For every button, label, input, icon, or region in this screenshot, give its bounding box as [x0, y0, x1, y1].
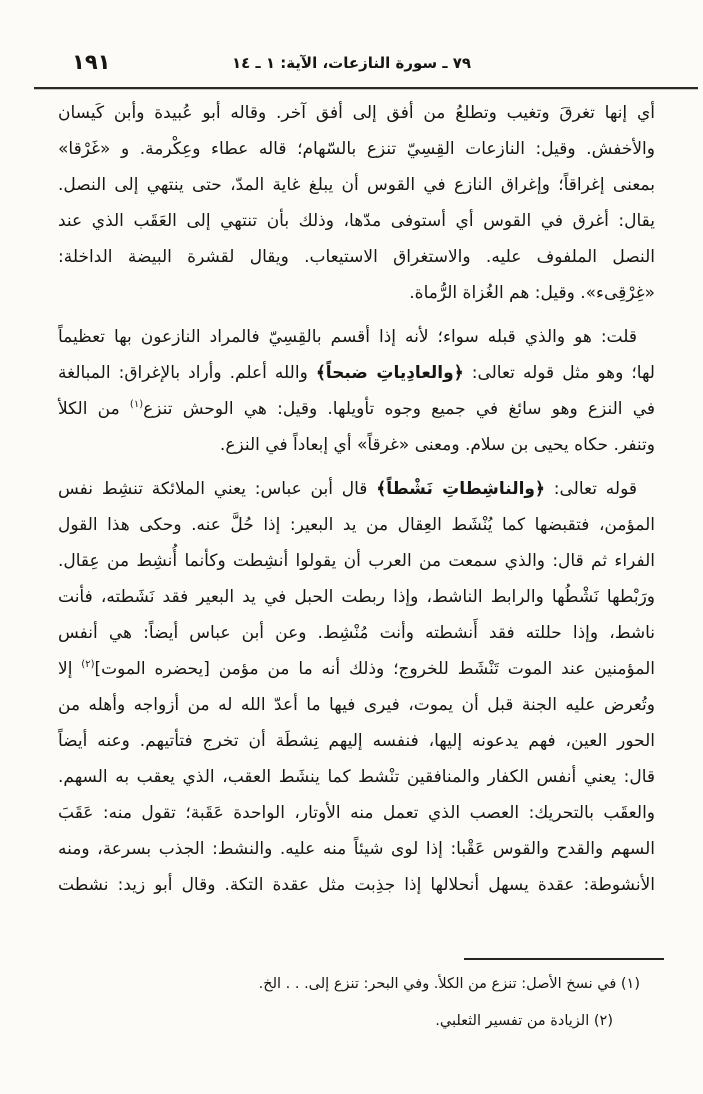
- header-title: ٧٩ ـ سورة النازعات، الآية: ١ ـ ١٤: [231, 54, 472, 72]
- text-segment: قوله تعالى:: [544, 479, 637, 499]
- text-line: [58, 831, 655, 867]
- text-segment: النصل الملفوف عليه. والاستغراق الاستيعاب. ويقال لقشرة البيضة الداخلة:: [58, 247, 655, 267]
- text-line: [58, 355, 655, 391]
- text-line: [58, 203, 655, 239]
- text-segment: السهم والقدح والقوس عَقْبا: إذا لوى شيئاً منه عليه. والنشط: الجذب بسرعة، ومنه: [58, 839, 655, 859]
- footnote: (١) في نسخ الأصل: تنزع من الكلأ. وفي البحر: تنزع إلى. . . الخ.: [258, 976, 640, 992]
- text-segment: قال: يعني أنفس الكفار والمنافقين تنْشط كما ينشَط العقب، الذي يعقب به السهم.: [58, 767, 655, 787]
- text-line: [58, 615, 655, 651]
- footnote: (٢) الزيادة من تفسير الثعلبي.: [435, 1013, 613, 1029]
- text-line: [58, 319, 655, 355]
- text-line: [58, 651, 655, 687]
- text-segment: المؤمن، فتقبضها كما يُنْشَط العِقال من يد البعير: إذا حُلَّ عنه. وحكى هذا القول: [58, 515, 655, 535]
- text-segment: الأنشوطة: عقدة يسهل أنحلالها إذا جذِبت مثل عقدة التكة. وقال أبو زيد: نشطت: [58, 875, 655, 895]
- quran-quote: ﴿والعادِياتِ ضبحاً﴾: [315, 363, 464, 383]
- page-number: ١٩١: [72, 50, 111, 74]
- text-line: [58, 543, 655, 579]
- text-line: [58, 795, 655, 831]
- text-segment: ورَبْطها نَشْطُها والرابط الناشط، وإذا ربطت الحبل في يد البعير فقد نَشَطته، فأنت: [58, 587, 655, 607]
- text-segment: والله أعلم. وأراد بالإغراق: المبالغة: [58, 363, 316, 383]
- page-header: [0, 48, 703, 84]
- text-line: [58, 507, 655, 543]
- text-line: [58, 131, 655, 167]
- quran-quote: ﴿والناشِطاتِ نَشْطاً﴾: [376, 479, 545, 499]
- text-line: [58, 687, 655, 723]
- text-segment: قال أبن عباس: يعني الملائكة تنشِط نفس: [58, 479, 377, 499]
- text-line: [58, 867, 655, 903]
- text-segment: ناشط، وإذا حللته فقد أَنشطته وأنت مُنْشِط. وعن أبن عباس أيضاً: هي أنفس: [58, 623, 655, 643]
- footnote-separator-rule: [464, 958, 664, 960]
- text-segment: والأخفش. وقيل: النازعات القِسِيّ تنزع بالسّهام؛ قاله عطاء وعِكْرمة. و «غَرْقا»: [58, 139, 655, 159]
- text-line: [58, 427, 655, 463]
- text-segment: قلت: هو والذي قبله سواء؛ لأنه إذا أقسم بالقِسِيّ فالمراد النازعون بها تعظيماً: [58, 327, 637, 347]
- text-segment: وتنفر. حكاه يحيى بن سلام. ومعنى «غرقاً» أي إبعاداً في النزع.: [219, 435, 655, 455]
- text-line: [58, 275, 655, 311]
- paragraph: [58, 95, 655, 311]
- text-segment: أي إنها تغرقَ وتغيب وتطلعُ من أفق إلى أفق آخر. وقاله أبو عُبيدة وأبن كَيسان: [58, 103, 655, 123]
- text-line: [58, 167, 655, 203]
- text-segment: يقال: أغرق في القوس أي أستوفى مدّها، وذلك بأن تنتهي إلى العَقَب الذي عند: [58, 211, 655, 231]
- body-text: [58, 95, 655, 903]
- text-segment: لها؛ وهو مثل قوله تعالى:: [463, 363, 655, 383]
- text-line: [58, 471, 655, 507]
- text-segment: والعقَب بالتحريك: العصب الذي تعمل منه الأوتار، الواحدة عَقَبة؛ تقول منه: عَقَبَ: [58, 803, 655, 823]
- footnotes: [60, 966, 655, 1040]
- paragraph: [58, 319, 655, 463]
- header-rule: [34, 87, 698, 89]
- text-line: [58, 391, 655, 427]
- text-segment: الحور العين، فهم يدعونه إليها، فنفسه إليهم نِشطَة أن تخرج فتأتيهم. وعنه أيضاً: [58, 731, 655, 751]
- footnote-marker: (١): [129, 399, 144, 410]
- text-line: [58, 579, 655, 615]
- text-segment: إلا: [58, 659, 82, 679]
- paragraph: [58, 471, 655, 903]
- text-segment: من الكلأ: [58, 399, 130, 419]
- text-line: [58, 723, 655, 759]
- text-segment: الفراء ثم قال: والذي سمعت من العرب أن يقولوا أنشِطت وكأنما أُنشِط من عِقال.: [58, 551, 655, 571]
- text-line: [58, 239, 655, 275]
- text-segment: بمعنى إغراقاً؛ وإغراق النازع في القوس أن يبلغ غاية المدّ، حتى ينتهي إلى النصل.: [58, 175, 655, 195]
- text-segment: وتُعرض عليه الجنة قبل أن يموت، فيرى فيها ما أعدّ الله له من أزواجه وأهله من: [58, 695, 655, 715]
- text-segment: «غِرْقِىء». وقيل: هم الغُزاة الرُّماة.: [409, 283, 655, 303]
- text-segment: في النزع وهو سائغ في جميع وجوه تأويلها. وقيل: هي الوحش تنزع: [143, 399, 655, 419]
- text-line: [58, 95, 655, 131]
- footnote-marker: (٢): [81, 659, 95, 670]
- text-segment: المؤمنين عند الموت تَنْشَط للخروج؛ وذلك أنه ما من مؤمن [يحضره الموت]: [94, 659, 655, 679]
- text-line: [58, 759, 655, 795]
